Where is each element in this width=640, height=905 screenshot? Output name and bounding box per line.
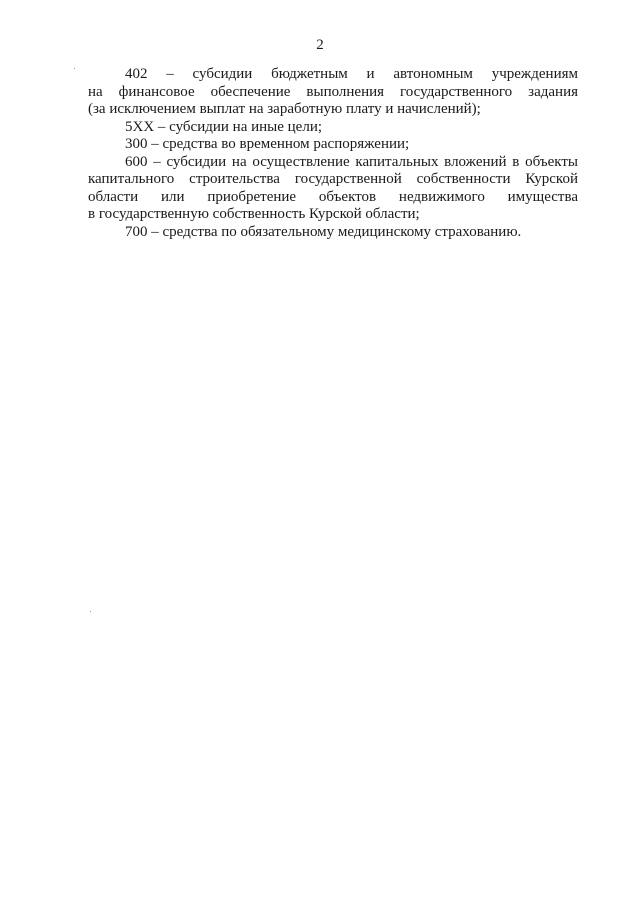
paragraph-700 (88, 224, 578, 242)
paragraph-line: на финансовое обеспечение выполнения государственного задания (88, 83, 578, 100)
paragraph-line: 300 – средства во временном распоряжении; (125, 136, 410, 152)
paragraph-line: 402 – субсидии бюджетным и автономным учреждениям (125, 66, 578, 82)
paragraph-5xx (88, 119, 578, 137)
paragraph-line: области или приобретение объектов недвижимого имущества (88, 188, 578, 205)
paragraph-line: в государственную собственность Курской области; (88, 206, 420, 222)
paragraph-line: 5ХХ – субсидии на иные цели; (125, 118, 323, 135)
paragraph-402 (88, 66, 578, 119)
paragraph-line: капитального строительства государственной собственности Курской (88, 171, 578, 187)
paragraph-300 (88, 136, 578, 154)
scan-speck (90, 611, 91, 612)
scan-speck (74, 68, 75, 69)
document-body (88, 66, 578, 241)
page-number: 2 (316, 37, 324, 53)
paragraph-line: 700 – средства по обязательному медицинскому страхованию. (125, 223, 522, 240)
paragraph-600 (88, 154, 578, 224)
paragraph-line: (за исключением выплат на заработную плату и начислений); (88, 101, 481, 117)
paragraph-line: 600 – субсидии на осуществление капитальных вложений в объекты (125, 153, 578, 170)
